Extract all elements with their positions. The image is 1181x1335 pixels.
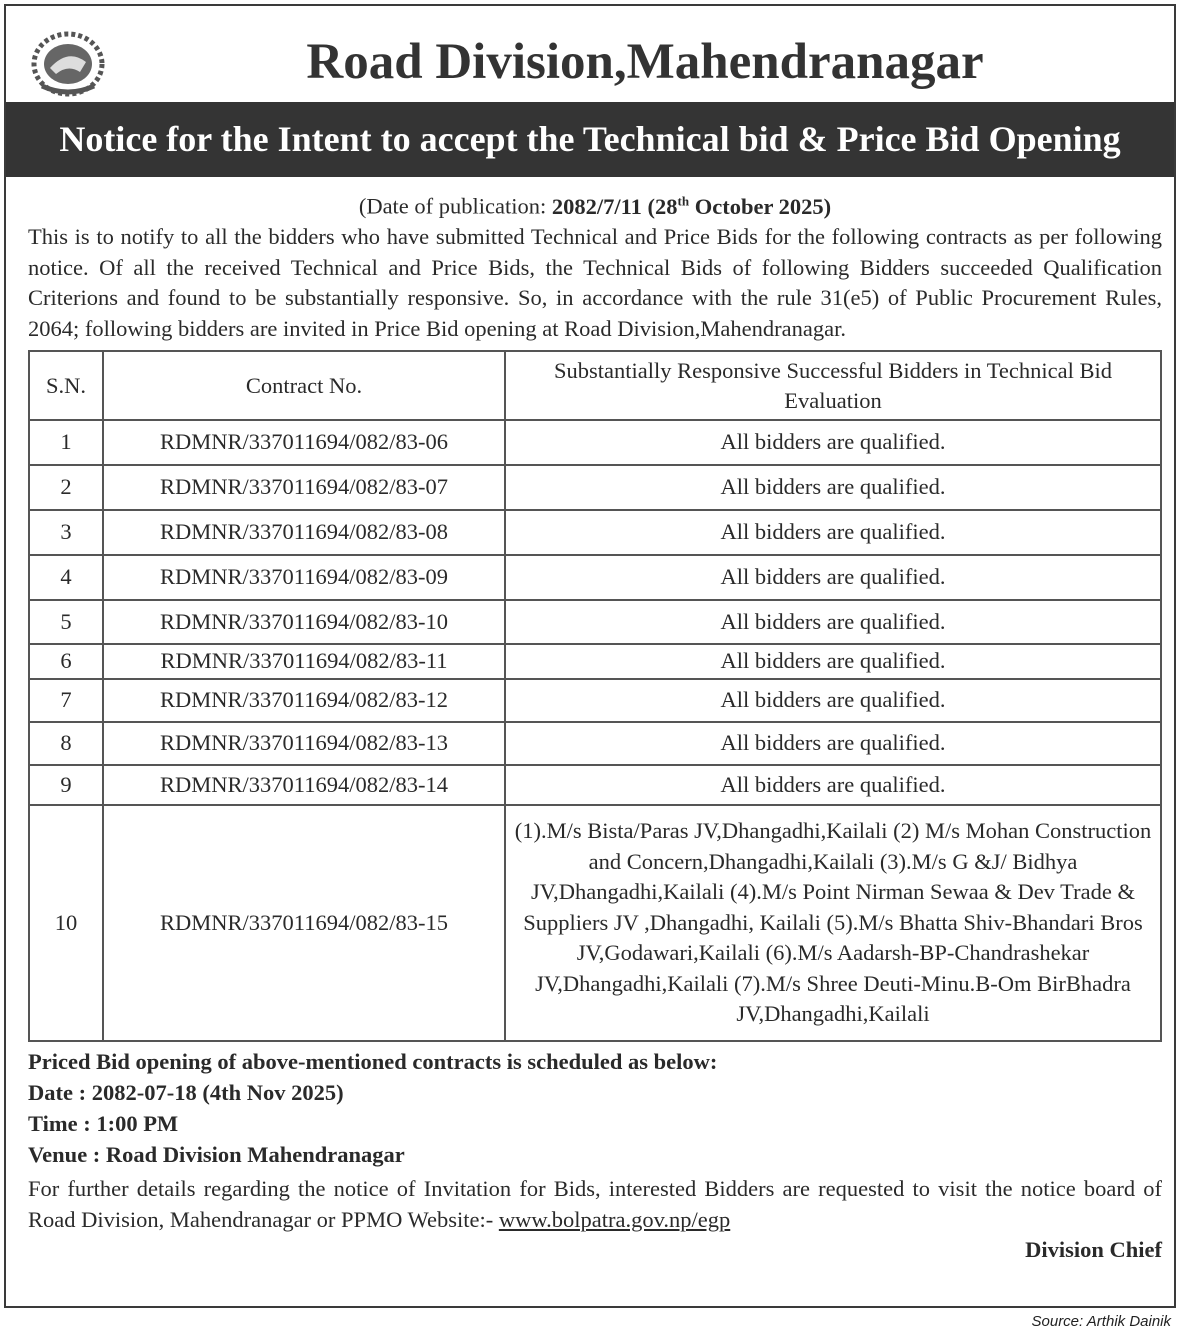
publication-date-value: 2082/7/11 (28 xyxy=(551,193,678,219)
cell-bidders: (1).M/s Bista/Paras JV,Dhangadhi,Kailali (2) M/s Mohan Construction and Concern,Dhangadhi,Kailali (3).M/s G &J/ Bidhya JV,Dhangadhi,Kailali (4).M/s Point Nirman Sewaa & Dev Trade & Suppliers JV ,Dhangadhi, Kailali (5).M/s Bhatta Shiv-Bhandari Bros JV,Godawari,Kailali (6).M/s Aadarsh-BP-Chandrashekar JV,Dhangadhi,Kailali (7).M/s Shree Deuti-Minu.B-Om BirBhadra JV,Dhangadhi,Kailali xyxy=(505,805,1161,1041)
table-row xyxy=(29,510,1161,555)
cell-sn: 5 xyxy=(29,600,103,644)
further-details xyxy=(28,1174,1162,1235)
cell-bidders: All bidders are qualified. xyxy=(505,600,1161,644)
bidders-table xyxy=(28,350,1162,1042)
cell-sn: 6 xyxy=(29,644,103,679)
table-row xyxy=(29,805,1161,1041)
further-details-text: For further details regarding the notice of Invitation for Bids, interested Bidders are requested to visit the notice board of Road Division, Mahendranagar or PPMO Website:- xyxy=(28,1176,1162,1232)
schedule-date: Date : 2082-07-18 (4th Nov 2025) xyxy=(28,1080,344,1105)
ordinal-suffix: th xyxy=(677,193,690,208)
column-header-contract: Contract No. xyxy=(103,351,505,420)
table-row xyxy=(29,722,1161,765)
cell-contract: RDMNR/337011694/082/83-07 xyxy=(103,465,505,510)
table-row xyxy=(29,600,1161,644)
cell-bidders: All bidders are qualified. xyxy=(505,510,1161,555)
cell-sn: 8 xyxy=(29,722,103,765)
emblem-icon xyxy=(28,28,108,98)
cell-contract: RDMNR/337011694/082/83-08 xyxy=(103,510,505,555)
cell-sn: 9 xyxy=(29,765,103,805)
publication-label: (Date of publication: xyxy=(358,193,552,219)
cell-sn: 1 xyxy=(29,420,103,465)
signature: Division Chief xyxy=(1025,1237,1162,1262)
table-row xyxy=(29,765,1161,805)
notice-heading: Notice for the Intent to accept the Technical bid & Price Bid Opening xyxy=(6,102,1174,177)
bolpatra-link[interactable]: www.bolpatra.gov.np/egp xyxy=(498,1206,731,1232)
source-credit: Source: Arthik Dainik xyxy=(1031,1313,1171,1330)
publication-date xyxy=(28,186,1162,222)
table-row xyxy=(29,679,1161,722)
cell-bidders: All bidders are qualified. xyxy=(505,722,1161,765)
notice-frame xyxy=(4,4,1176,1308)
page-title: Road Division,Mahendranagar xyxy=(306,34,984,90)
cell-bidders: All bidders are qualified. xyxy=(505,555,1161,600)
schedule-time: Time : 1:00 PM xyxy=(28,1111,179,1136)
cell-contract: RDMNR/337011694/082/83-11 xyxy=(103,644,505,679)
table-row xyxy=(29,420,1161,465)
cell-sn: 4 xyxy=(29,555,103,600)
cell-sn: 3 xyxy=(29,510,103,555)
table-row xyxy=(29,465,1161,510)
table-row xyxy=(29,555,1161,600)
schedule xyxy=(28,1046,1162,1170)
notice-header xyxy=(6,6,1174,102)
cell-contract: RDMNR/337011694/082/83-13 xyxy=(103,722,505,765)
cell-contract: RDMNR/337011694/082/83-12 xyxy=(103,679,505,722)
cell-sn: 10 xyxy=(29,805,103,1041)
cell-bidders: All bidders are qualified. xyxy=(505,420,1161,465)
intro-paragraph: This is to notify to all the bidders who have submitted Technical and Price Bids for the following contracts as per following notice. Of all the received Technical and Price Bids, the Technical Bids of following Bidders succeeded Qualification Criterions and found to be substantially responsive. So, in accordance with the rule 31(e5) of Public Procurement Rules, 2064; following bidders are invited in Price Bid opening at Road Division,Mahendranagar. xyxy=(28,224,1162,341)
cell-bidders: All bidders are qualified. xyxy=(505,465,1161,510)
column-header-sn: S.N. xyxy=(29,351,103,420)
cell-bidders: All bidders are qualified. xyxy=(505,765,1161,805)
table-row xyxy=(29,644,1161,679)
schedule-venue: Venue : Road Division Mahendranagar xyxy=(28,1142,405,1167)
publication-date-suffix: October 2025) xyxy=(689,193,832,219)
schedule-heading: Priced Bid opening of above-mentioned contracts is scheduled as below: xyxy=(28,1049,718,1074)
notice-body xyxy=(28,186,1162,1266)
cell-contract: RDMNR/337011694/082/83-06 xyxy=(103,420,505,465)
column-header-bidders: Substantially Responsive Successful Bidders in Technical Bid Evaluation xyxy=(505,351,1161,420)
cell-contract: RDMNR/337011694/082/83-10 xyxy=(103,600,505,644)
cell-contract: RDMNR/337011694/082/83-09 xyxy=(103,555,505,600)
cell-bidders: All bidders are qualified. xyxy=(505,644,1161,679)
cell-contract: RDMNR/337011694/082/83-14 xyxy=(103,765,505,805)
cell-bidders: All bidders are qualified. xyxy=(505,679,1161,722)
cell-sn: 2 xyxy=(29,465,103,510)
cell-sn: 7 xyxy=(29,679,103,722)
cell-contract: RDMNR/337011694/082/83-15 xyxy=(103,805,505,1041)
